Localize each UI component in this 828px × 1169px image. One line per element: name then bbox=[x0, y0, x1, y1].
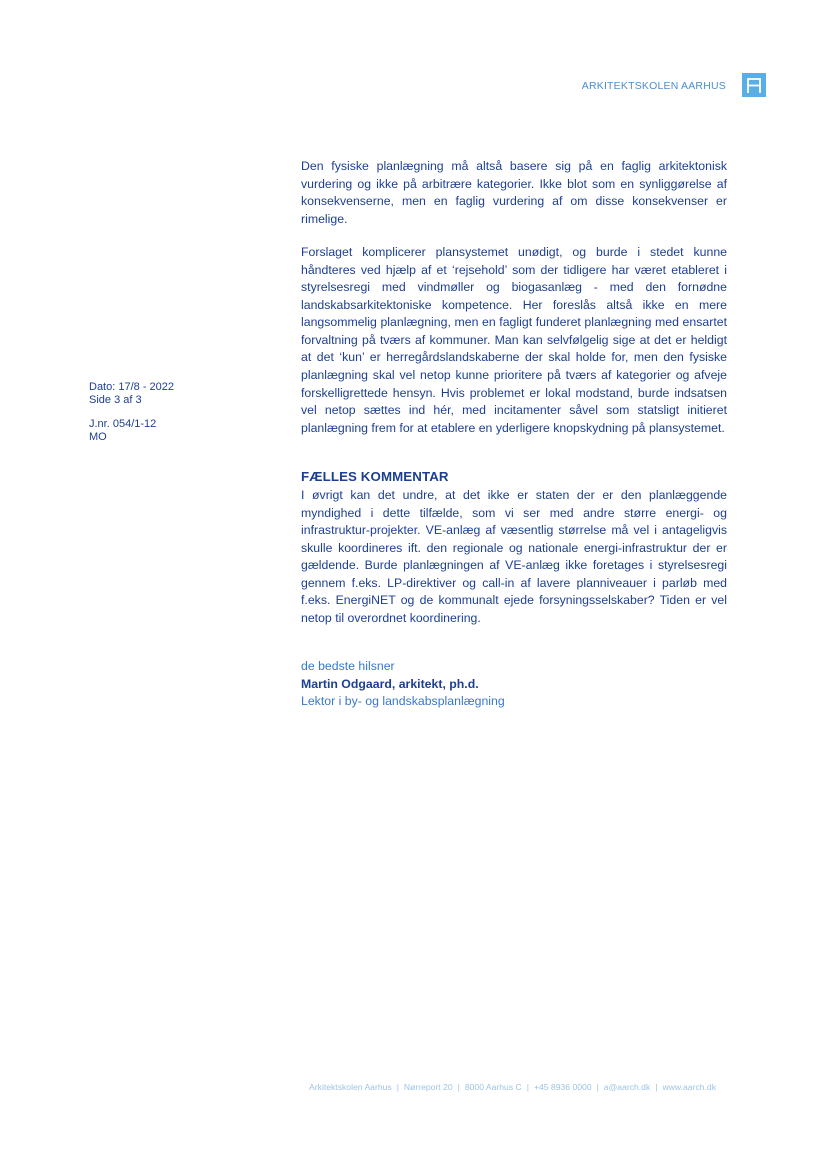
footer-phone: +45 8936 0000 bbox=[533, 1082, 592, 1092]
letterhead bbox=[560, 73, 770, 99]
footer-institution: Arkitektskolen Aarhus bbox=[309, 1082, 392, 1092]
footer-address: Nørreport 20 bbox=[403, 1082, 453, 1092]
journal-number: J.nr. 054/1-12 bbox=[89, 418, 157, 430]
brand-name: ARKITEKTSKOLEN AARHUS bbox=[581, 80, 726, 92]
date-line: Dato: 17/8 - 2022 bbox=[89, 381, 175, 393]
signature-block bbox=[301, 658, 727, 711]
document-meta bbox=[89, 381, 229, 443]
signature-title: Lektor i by- og landskabsplanlægning bbox=[301, 694, 505, 708]
author-initials: MO bbox=[89, 430, 107, 443]
page-line: Side 3 af 3 bbox=[89, 393, 142, 406]
signature-greeting: de bedste hilsner bbox=[301, 659, 395, 673]
body-paragraph-1: Den fysiske planlægning må altså basere sig på en faglig arkitektonisk vurdering og ikke på arbitrære kategorier. Ikke blot som en synliggørelse af konsekvenserne, men en faglig vurdering af om disse konsekvenser er rimelige. bbox=[301, 159, 727, 226]
signature-name: Martin Odgaard, arkitekt, ph.d. bbox=[301, 676, 479, 691]
footer-city: 8000 Aarhus C bbox=[464, 1082, 522, 1092]
body-paragraph-2: Forslaget komplicerer plansystemet unødigt, og burde i stedet kunne håndteres ved hjælp af et ‘rejsehold’ som der tidligere har været etableret i styrelsesregi med vindmøller og biogasanlæg - med den fornødne landskabsarkitektoniske kompetence. Her foreslås altså ikke en mere langsommelig planlægning, men en fagligt funderet planlægning med ensartet forvaltning på tværs af kommuner. Man kan selvfølgelig sige at det er heldigt at det ‘kun’ er herregårdslandskaberne der skal holde for, men den fysiske planlægning skal vel netop kunne prioritere på tværs af kategorier og afveje forskelligrettede hensyn. Hvis problemet er lokal modstand, burde indsatsen vel netop sættes ind hér, med incitamenter såvel som statsligt initieret planlægning frem for at etablere en yderligere knopskydning på plansystemet. bbox=[301, 245, 727, 435]
letter-a-logo-icon bbox=[742, 73, 766, 97]
section-paragraph: I øvrigt kan det undre, at det ikke er staten der er den planlæggende myndighed i dette tilfælde, som vi ser med andre større energi- og infrastruktur-projekter. VE-anlæg af væsentlig størrelse må vel i antageligvis skulle koordineres ift. den regionale og nationale energi-infrastruktur der er gældende. Burde planlægningen af VE-anlæg ikke foretages i styrelsesregi gennem f.eks. LP-direktiver og call-in af lavere planniveauer i parløb med f.eks. EnergiNET og de kommunalt ejede forsyningsselskaber? Tiden er vel netop til overordnet koordinering. bbox=[301, 488, 727, 625]
section-heading: FÆLLES KOMMENTAR bbox=[301, 469, 449, 484]
letter-body bbox=[301, 158, 727, 437]
footer-website: www.aarch.dk bbox=[662, 1082, 716, 1092]
footer: Arkitektskolen Aarhus | Nørreport 20 | 8000 Aarhus C | +45 8936 0000 | a@aarch.dk | www.aarch.dk bbox=[309, 1082, 716, 1092]
footer-email: a@aarch.dk bbox=[603, 1082, 651, 1092]
